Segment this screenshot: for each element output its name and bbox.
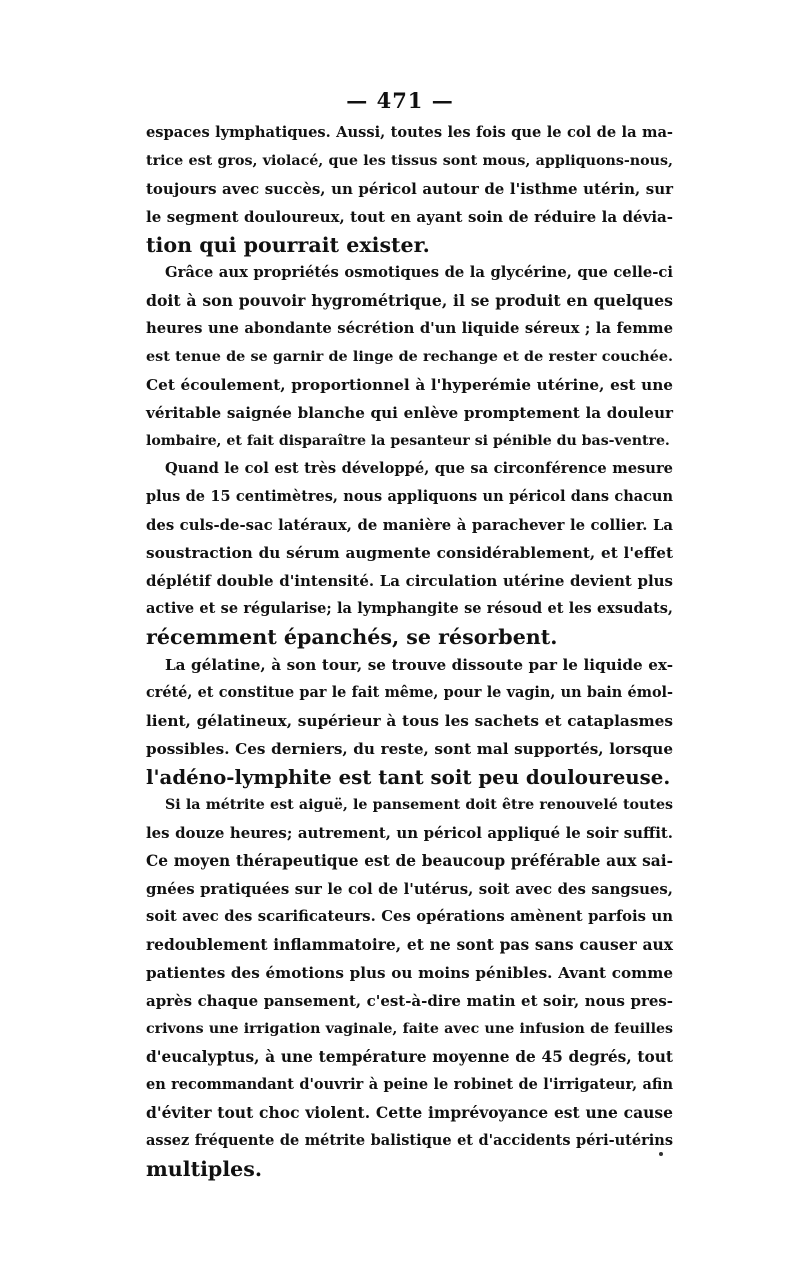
text-line: Cet écoulement, proportionnel à l'hyperémie utérine, est une [146,376,673,394]
text-line: récemment épanchés, se résorbent. [146,625,558,649]
text-line: assez fréquente de métrite balistique et d'accidents péri-utérins [146,1132,673,1149]
text-line: d'éviter tout choc violent. Cette imprévoyance est une cause [146,1103,673,1122]
text-line: Si la métrite est aiguë, le pansement doit être renouvelé toutes [165,797,673,813]
text-line: déplétif double d'intensité. La circulation utérine devient plus [146,572,673,590]
text-line: soit avec des scarificateurs. Ces opérations amènent parfois un [146,908,673,925]
text-line: le segment douloureux, tout en ayant soin de réduire la dévia- [146,208,673,226]
page-number: — 471 — [346,88,454,113]
text-line: soustraction du sérum augmente considérablement, et l'effet [146,544,673,562]
text-line: La gélatine, à son tour, se trouve dissoute par le liquide ex- [165,656,673,674]
text-line: lient, gélatineux, supérieur à tous les sachets et cataplasmes [146,712,673,730]
text-line: toujours avec succès, un péricol autour de l'isthme utérin, sur [146,180,673,198]
text-line: trice est gros, violacé, que les tissus sont mous, appliquons-nous, [146,153,673,169]
text-line: crivons une irrigation vaginale, faite avec une infusion de feuilles [146,1021,673,1037]
text-line: l'adéno-lymphite est tant soit peu douloureuse. [146,765,671,789]
text-line: active et se régularise; la lymphangite se résoud et les exsudats, [146,600,673,617]
text-line: multiples. [146,1157,263,1181]
text-line: redoublement inflammatoire, et ne sont pas sans causer aux [146,935,673,954]
text-line: espaces lymphatiques. Aussi, toutes les fois que le col de la ma- [146,124,673,141]
ink-speck [659,1152,663,1156]
text-line: doit à son pouvoir hygrométrique, il se produit en quelques [146,291,673,310]
text-line: heures une abondante sécrétion d'un liquide séreux ; la femme [146,320,673,337]
body-text [146,119,673,1183]
text-line: Grâce aux propriétés osmotiques de la glycérine, que celle-ci [165,264,673,281]
text-line: plus de 15 centimètres, nous appliquons un péricol dans chacun [146,488,673,505]
text-line: possibles. Ces derniers, du reste, sont mal supportés, lorsque [146,740,673,758]
text-line: en recommandant d'ouvrir à peine le robinet de l'irrigateur, afin [146,1076,673,1093]
text-line: d'eucalyptus, à une température moyenne de 45 degrés, tout [146,1048,673,1066]
text-line: lombaire, et fait disparaître la pesanteur si pénible du bas-ventre. [146,433,670,449]
text-line: est tenue de se garnir de linge de rechange et de rester couchée. [146,349,673,365]
text-line: tion qui pourrait exister. [146,233,430,257]
text-line: Ce moyen thérapeutique est de beaucoup préférable aux sai- [146,852,673,870]
text-line: crété, et constitue par le fait même, pour le vagin, un bain émol- [146,684,673,701]
text-line: gnées pratiquées sur le col de l'utérus, soit avec des sangsues, [146,880,673,898]
text-line: Quand le col est très développé, que sa circonférence mesure [165,460,673,477]
text-line: véritable saignée blanche qui enlève promptement la douleur [146,404,673,422]
text-line: des culs-de-sac latéraux, de manière à parachever le collier. La [146,516,673,534]
text-line: patientes des émotions plus ou moins pénibles. Avant comme [146,964,673,982]
text-line: après chaque pansement, c'est-à-dire matin et soir, nous pres- [146,992,673,1010]
text-line: les douze heures; autrement, un péricol appliqué le soir suffit. [146,824,673,842]
